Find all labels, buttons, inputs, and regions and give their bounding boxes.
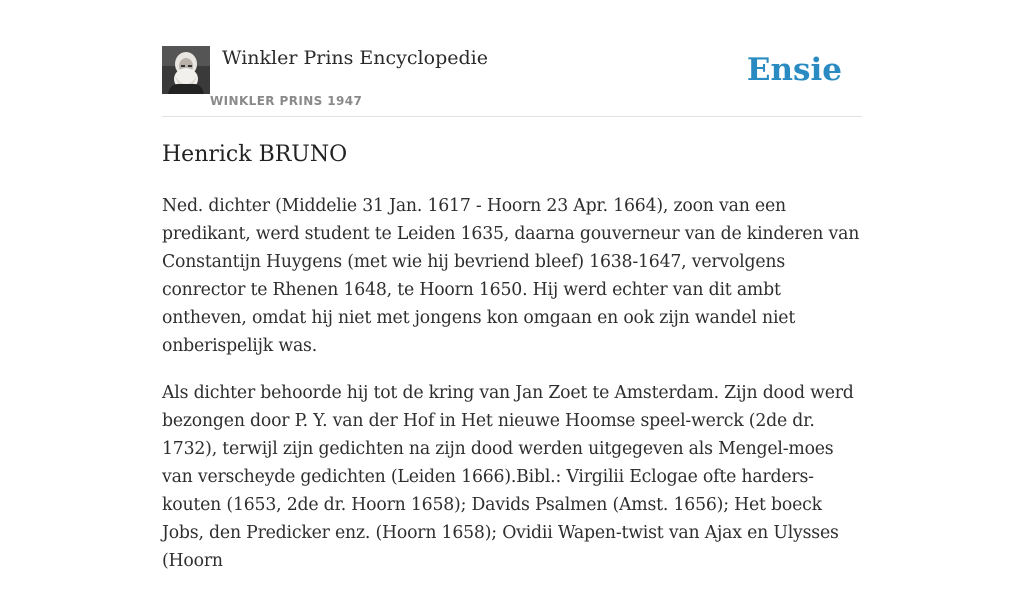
article-paragraph: Ned. dichter (Middelie 31 Jan. 1617 - Hoorn 23 Apr. 1664), zoon van een predikant, werd student te Leiden 1635, daarna gouverneur van de kinderen van Constantijn Huygens (met wie hij bevriend bleef) 1638-1647, vervolgens conrector te Rhenen 1648, te Hoorn 1650. Hij werd echter van dit ambt ontheven, omdat hij niet met jongens kon omgaan en ook zijn wandel niet onberispelijk was. (162, 196, 860, 356)
site-header (162, 46, 862, 117)
brand-logo[interactable]: Ensie (746, 52, 842, 88)
article-paragraph: Als dichter behoorde hij tot de kring van Jan Zoet te Amsterdam. Zijn dood werd bezongen door P. Y. van der Hof in Het nieuwe Hoomse speel-werck (2de dr. 1732), terwijl zijn gedichten na zijn dood werden uitgegeven als Mengel-moes van verscheyde gedichten (Leiden 1666).Bibl.: Virgilii Eclogae ofte harders-kouten (1653, 2de dr. Hoorn 1658); Davids Psalmen (Amst. 1656); Het boeck Jobs, den Predicker enz. (Hoorn 1658); Ovidii Wapen-twist van Ajax en Ulysses (Hoorn (162, 383, 854, 571)
site-subtitle[interactable]: WINKLER PRINS 1947 (210, 94, 363, 108)
article-body (162, 192, 862, 594)
page-title: Henrick BRUNO (162, 142, 348, 167)
portrait-image (162, 46, 210, 94)
avatar[interactable] (162, 46, 210, 94)
site-name[interactable]: Winkler Prins Encyclopedie (222, 47, 488, 69)
